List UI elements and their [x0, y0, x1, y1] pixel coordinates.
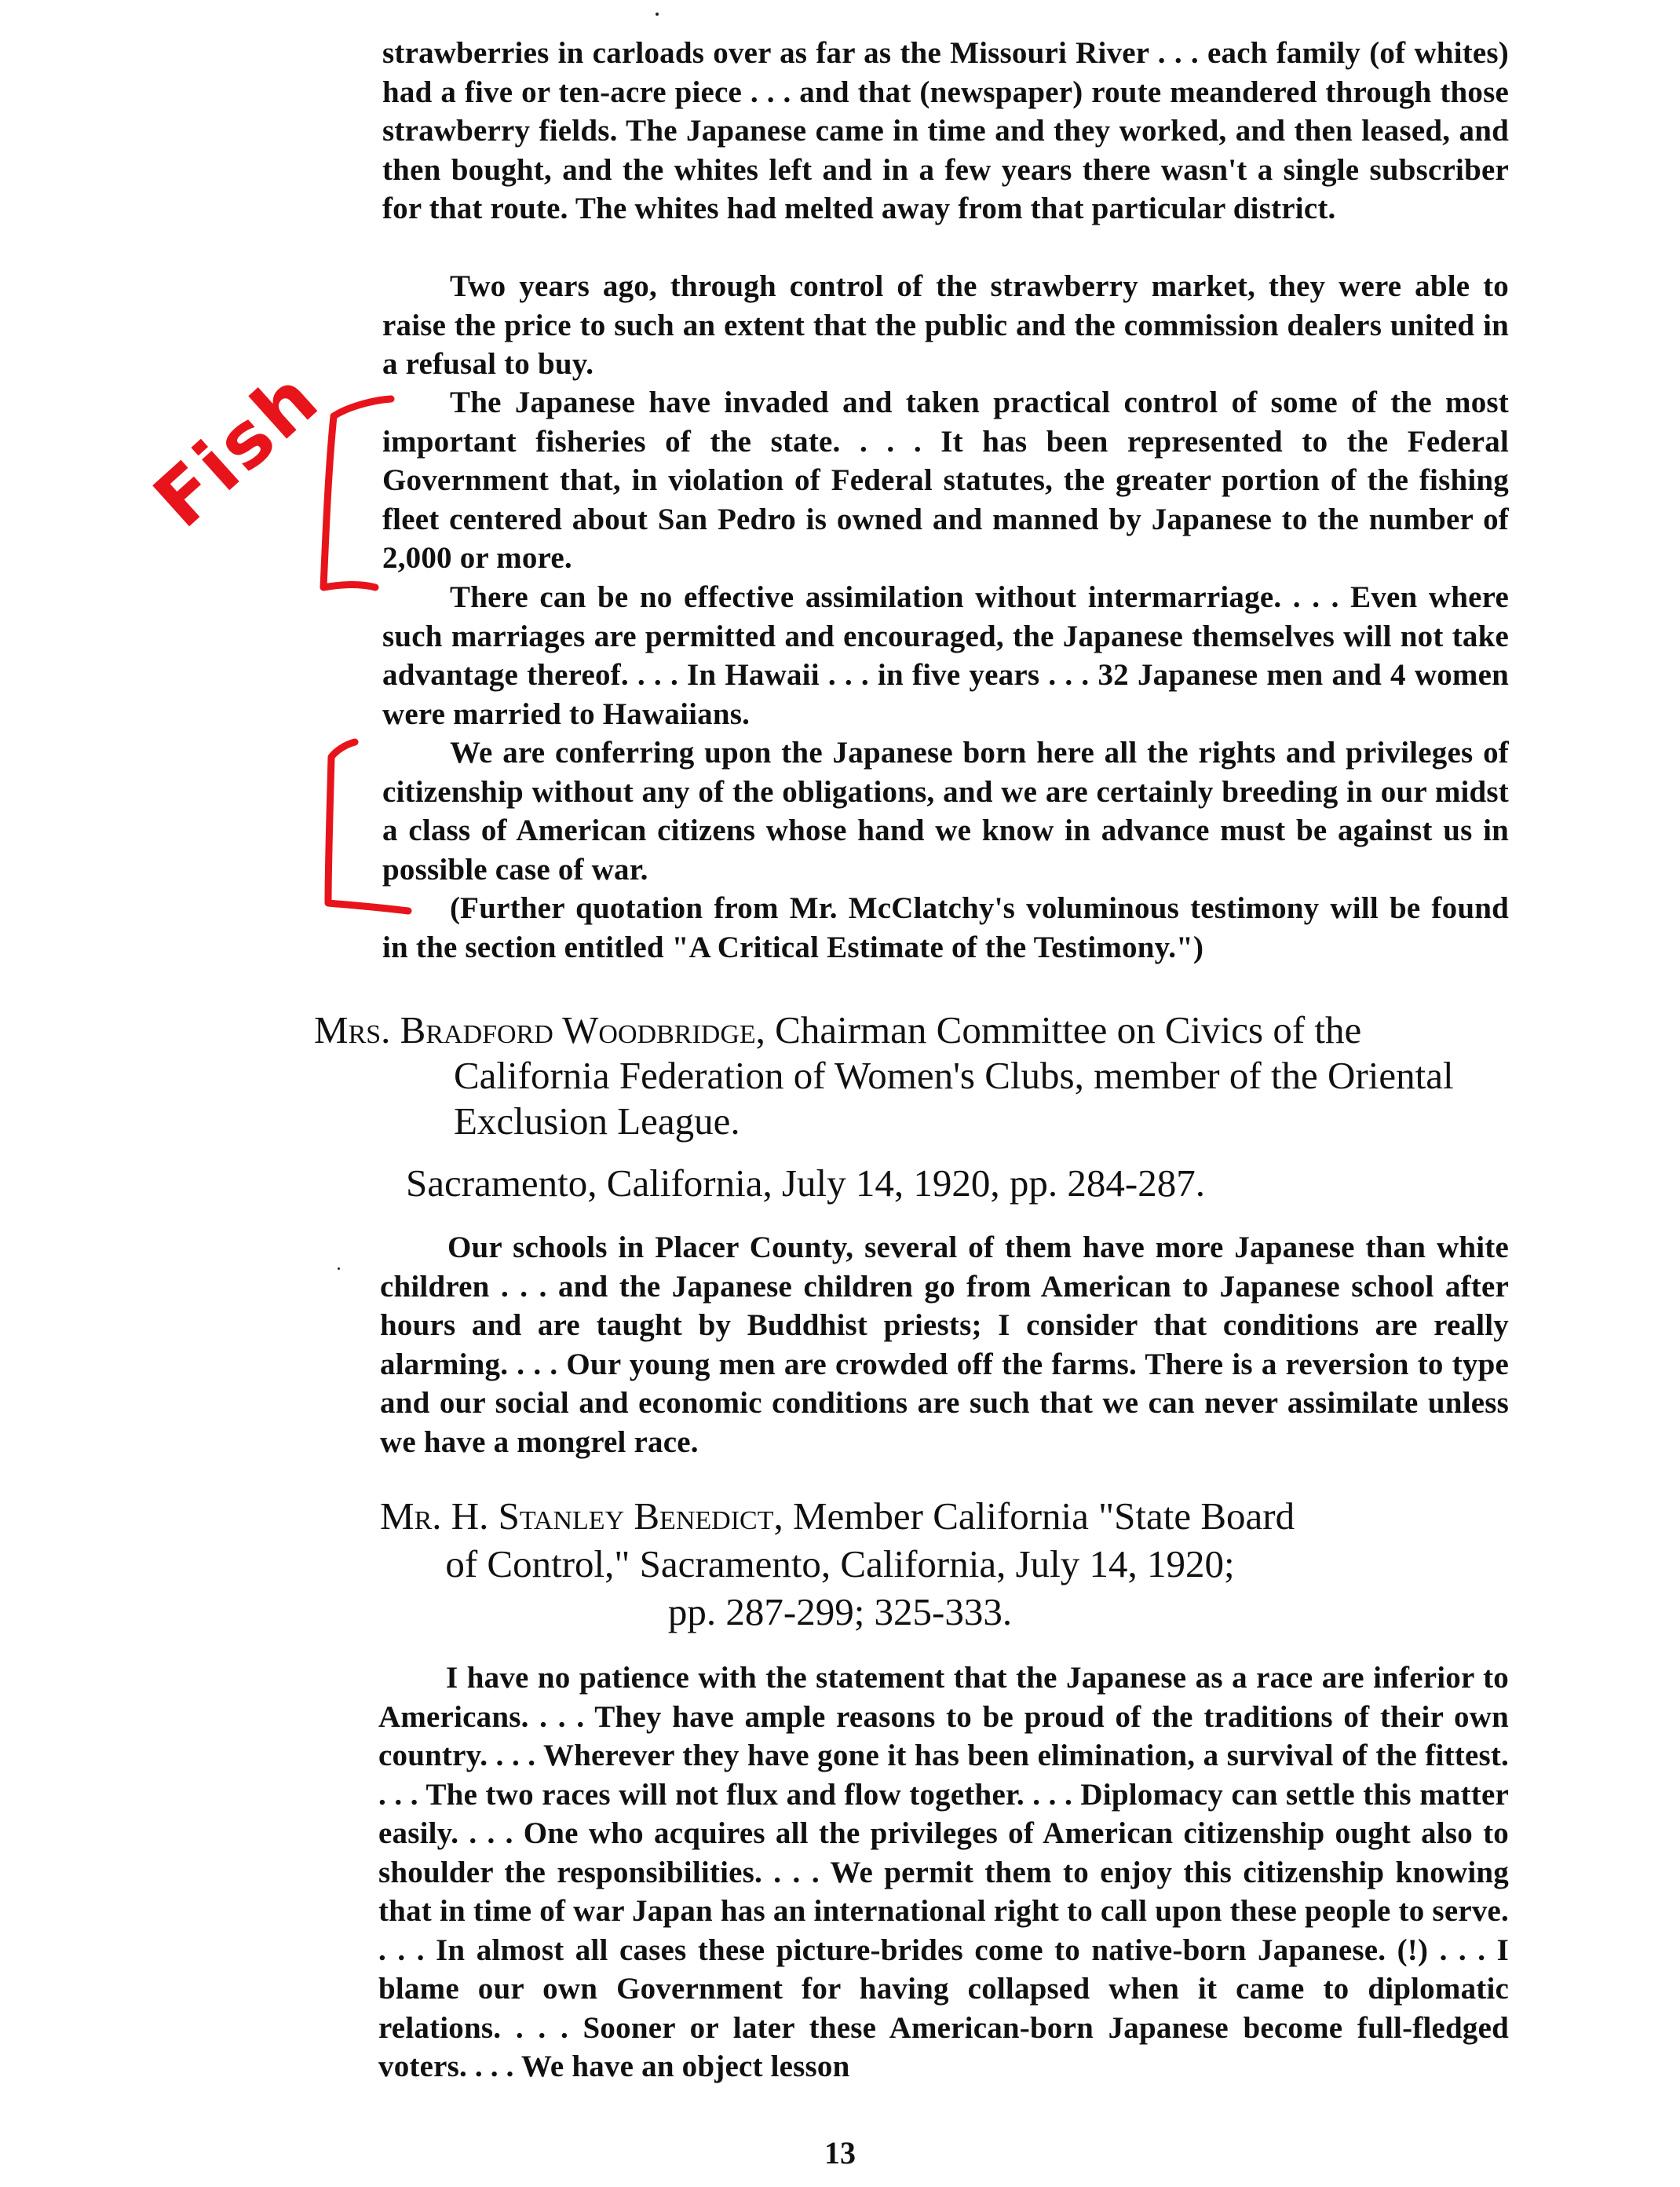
paragraph-strawberries: strawberries in carloads over as far as the Missouri River . . . each family (of whites) had a five or ten-acre piece . . . and that (newspaper) route meandered through those strawberry fields. The Japanese came in time and they worked, and then leased, and then bought, and the whites left and in a few years there wasn't a single subscriber for that route. The whites had melted away from that particular district. — [382, 36, 1509, 225]
fish-annotation: Fish — [137, 353, 337, 545]
benedict-name: Mr. H. Stanley Benedict, — [380, 1494, 783, 1538]
woodbridge-testimony: Our schools in Placer County, several of them have more Japanese than white children . . . and the Japanese children go from American to Japanese school after hours and are taught by Buddhist priests; I consider that conditions are really alarming. . . . Our young men are crowded off the farms. There is a reversion to type and our social and economic conditions are such that we can never assimilate unless we have a mongrel race. — [380, 1231, 1509, 1459]
paragraph-further-quotation: (Further quotation from Mr. McClatchy's voluminous testimony will be found in the section entitled "A Critical Estimate of the Testimony.") — [382, 891, 1509, 964]
scan-speck — [656, 13, 659, 16]
page-number: 13 — [824, 2135, 856, 2171]
woodbridge-citation: Sacramento, California, July 14, 1920, pp. 284-287. — [406, 1161, 1205, 1205]
scan-speck — [338, 1267, 340, 1270]
woodbridge-title-line3: Exclusion League. — [454, 1099, 740, 1143]
paragraph-fisheries: The Japanese have invaded and taken practical control of some of the most important fisheries of the state. . . . It has been represented to the Federal Government that, in violation of Federal statutes, the greater portion of the fishing fleet centered about San Pedro is owned and manned by Japanese to the number of 2,000 or more. — [382, 386, 1509, 575]
woodbridge-heading — [314, 1008, 1601, 1053]
benedict-citation: pp. 287-299; 325-333. — [667, 1590, 1013, 1633]
bracket-fish — [323, 399, 391, 587]
woodbridge-name: Mrs. Bradford Woodbridge, — [314, 1008, 765, 1051]
benedict-testimony: I have no patience with the statement that the Japanese as a race are inferior to Americans. . . . They have ample reasons to be proud of the traditions of their own country. . . . Wherever they have gone it has been elimination, a survival of the fittest. . . . The two races will not flux and flow together. . . . Diplomacy can settle this matter easily. . . . One who acquires all the privileges of American citizenship ought also to shoulder the responsibilities. . . . We permit them to enjoy this citizenship knowing that in time of war Japan has an international right to call upon these people to serve. . . . In almost all cases these picture-brides come to native-born Japanese. (!) . . . I blame our own Government for having collapsed when it came to diplomatic relations. . . . Sooner or later these American-born Japanese become full-fledged voters. . . . We have an object lesson — [378, 1661, 1509, 2083]
paragraph-citizenship: We are conferring upon the Japanese born here all the rights and privileges of citizenship without any of the obligations, and we are certainly breeding in our midst a class of American citizens whose hand we know in advance must be against us in possible case of war. — [382, 736, 1509, 887]
woodbridge-title-line1: Chairman Committee on Civics of the — [775, 1008, 1362, 1051]
paragraph-strawberry-market: Two years ago, through control of the strawberry market, they were able to raise the price to such an extent that the public and the commission dealers united in a refusal to buy. — [382, 269, 1509, 381]
paragraph-intermarriage: There can be no effective assimilation without intermarriage. . . . Even where such marriages are permitted and encouraged, the Japanese themselves will not take advantage thereof. . . . In Hawaii . . . in five years . . . 32 Japanese men and 4 women were married to Hawaiians. — [382, 580, 1509, 731]
benedict-heading — [380, 1494, 1526, 1539]
benedict-title-line2: of Control," Sacramento, California, July 14, 1920; — [445, 1542, 1235, 1585]
benedict-title-line1: Member California "State Board — [792, 1494, 1295, 1538]
woodbridge-title-line2: California Federation of Women's Clubs, member of the Oriental — [454, 1054, 1454, 1097]
